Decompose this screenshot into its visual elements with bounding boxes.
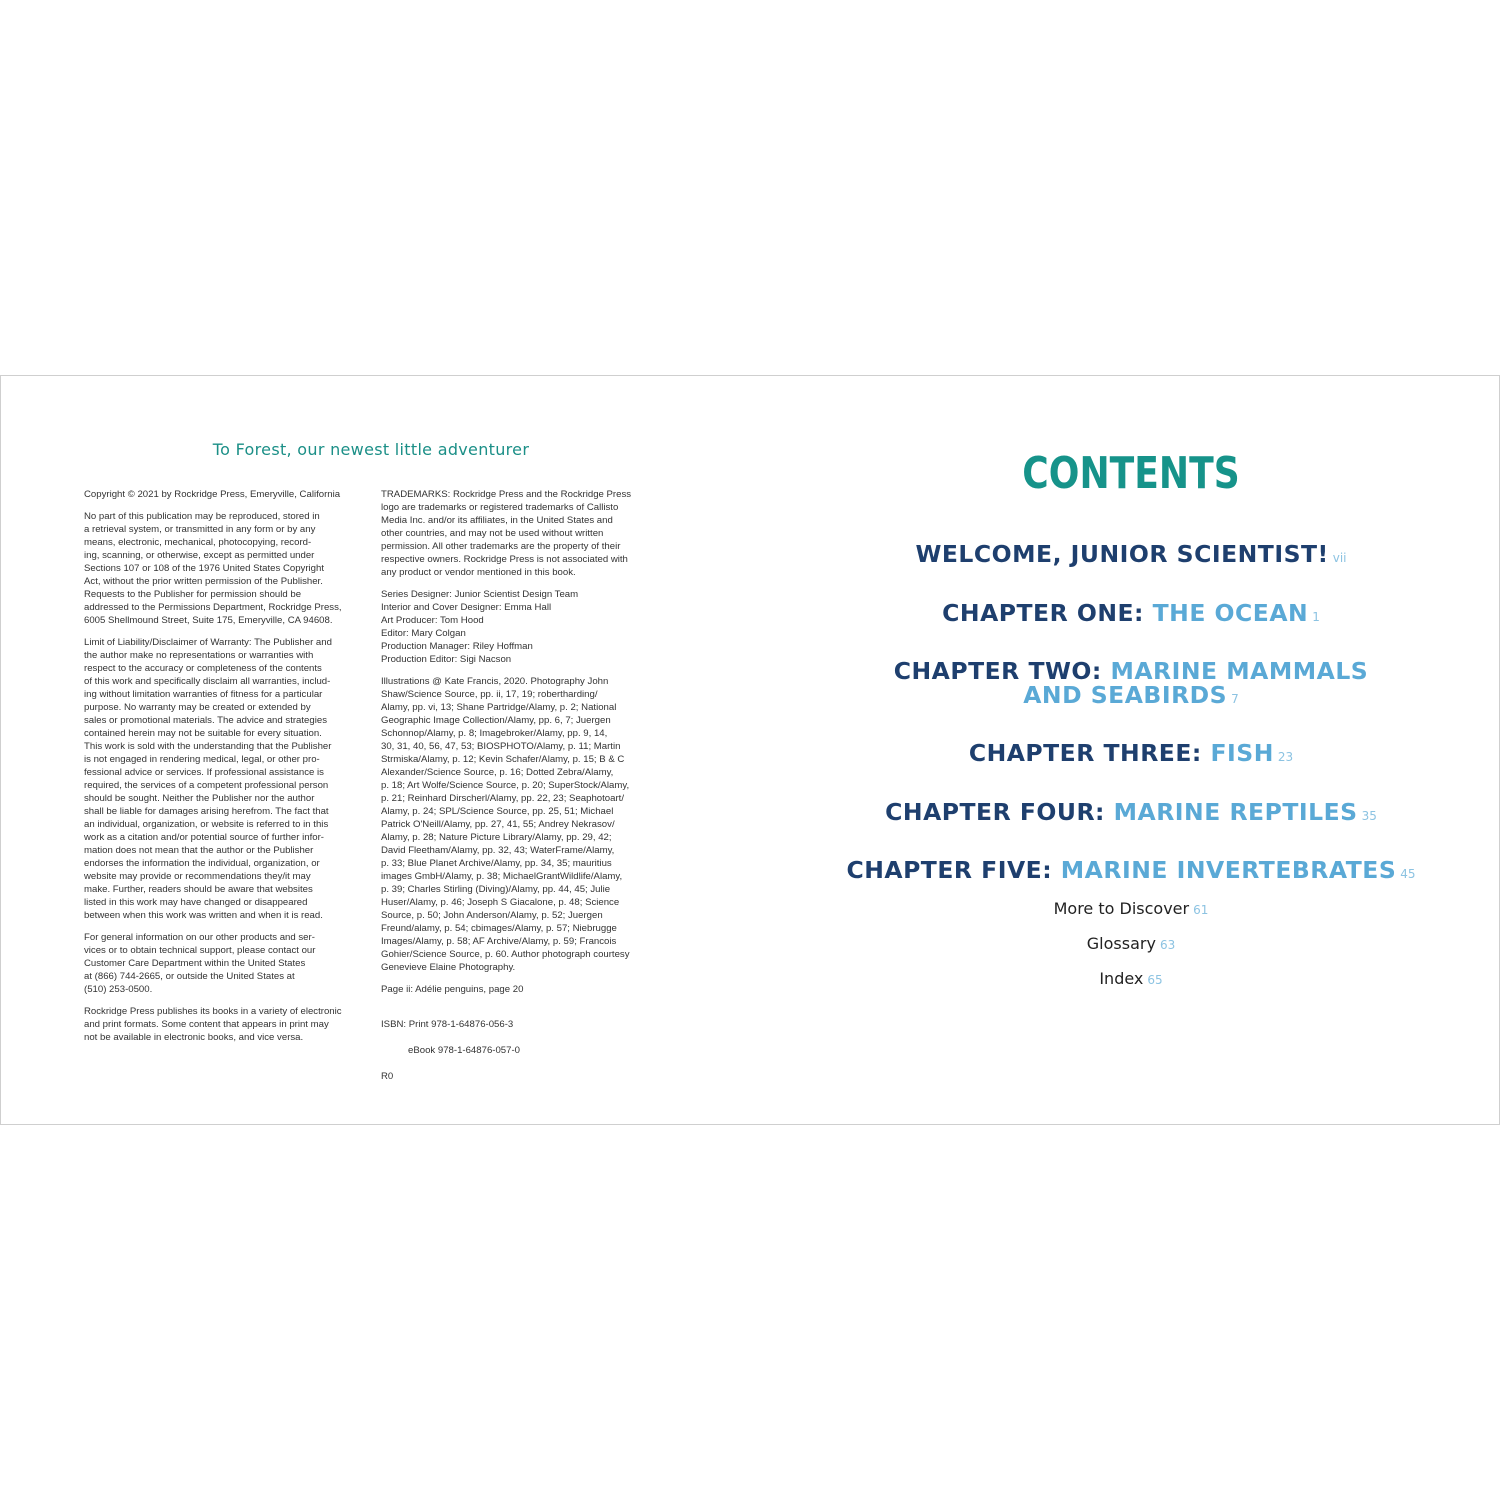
toc-entry-label: More to Discover (1053, 899, 1190, 918)
toc-entry-chapter-four (761, 800, 1500, 828)
toc-entry-chapter-five (761, 858, 1500, 886)
toc-page-number: 7 (1231, 692, 1239, 706)
toc-entry-label: CHAPTER THREE: (968, 739, 1202, 767)
toc-entry-title: THE OCEAN (1152, 599, 1309, 627)
book-spread (0, 375, 1500, 1125)
frontispiece-caption: Page ii: Adélie penguins, page 20 (381, 984, 524, 995)
toc-page-number: 35 (1361, 809, 1377, 823)
reproduction-notice: No part of this publication may be reproduced, stored in a retrieval system, or transmitted in any form or by any means, electronic, mechanical, photocopying, record- ing, scanning, or otherwise, except as permitted under Sections 107 or 108 of the 1976 United States Copyright Act, without the prior written permission of the Publisher. Requests to the Publisher for permission should be addressed to the Permissions Department, Rockridge Press, 6005 Shellmound Street, Suite 175, Emeryville, CA 94608. (84, 511, 342, 626)
toc-entry-chapter-three (761, 741, 1500, 769)
toc-entry-title-continued: AND SEABIRDS (1023, 681, 1228, 709)
toc-entry-title: MARINE REPTILES (1113, 798, 1358, 826)
contents-page (761, 376, 1500, 1124)
liability-disclaimer: Limit of Liability/Disclaimer of Warranty: The Publisher and the author make no representations or warranties with respect to the accuracy or completeness of the contents of this work and specifically disclaim all warranties, includ- ing without limitation warranties of fitness for a particular purpose. No warranty may be created or extended by sales or promotional materials. The advice and strategies contained herein may not be suitable for every situation. This work is sold with the understanding that the Publisher is not engaged in rendering medical, legal, or other pro- fessional advice or services. If professional assistance is required, the services of a competent professional person should be sought. Neither the Publisher nor the author shall be liable for damages arising herefrom. The fact that an individual, organization, or website is referred to in this work as a citation and/or potential source of further infor- mation does not mean that the author or the Publisher endorses the information the individual, organization, or website may provide or recommendations they/it may make. Further, readers should be aware that websites listed in this work may have changed or disappeared between when this work was written and when it is read. (84, 637, 332, 921)
trademarks-notice: TRADEMARKS: Rockridge Press and the Rockridge Press logo are trademarks or registered trademarks of Callisto Media Inc. and/or its affiliates, in the United States and other countries, and may not be used without written permission. All other trademarks are the property of their respective owners. Rockridge Press is not associated with any product or vendor mentioned in this book. (381, 489, 632, 578)
toc-page-number: 1 (1312, 610, 1320, 624)
dedication: To Forest, our newest little adventurer (212, 440, 530, 459)
toc-entry-label: Glossary (1086, 934, 1156, 953)
toc-entry-index (761, 969, 1500, 988)
toc-page-number: 65 (1147, 973, 1163, 987)
toc-entry-label: WELCOME, JUNIOR SCIENTIST! (915, 540, 1329, 568)
toc-page-number: 45 (1400, 867, 1416, 881)
copyright-line: Copyright © 2021 by Rockridge Press, Emeryville, California (84, 489, 341, 500)
toc-page-number: vii (1332, 551, 1347, 565)
contents-title: CONTENTS (1022, 448, 1240, 499)
toc-page-number: 61 (1193, 903, 1209, 917)
isbn-print: ISBN: Print 978-1-64876-056-3 (381, 1019, 514, 1030)
copyright-page (1, 376, 741, 1124)
toc-entry-label: CHAPTER ONE: (942, 599, 1144, 627)
formats-notice: Rockridge Press publishes its books in a variety of electronic and print formats. Some content that appears in print may not be available in electronic books, and vice versa. (84, 1006, 342, 1043)
toc-entry-title: FISH (1210, 739, 1274, 767)
copyright-column-left (84, 488, 366, 1053)
isbn-block (381, 1005, 661, 1096)
toc-page-number: 63 (1159, 938, 1176, 952)
toc-entry-welcome (761, 542, 1500, 570)
credits-list: Series Designer: Junior Scientist Design Team Interior and Cover Designer: Emma Hall Art Producer: Tom Hood Editor: Mary Colgan Production Manager: Riley Hoffman Production Editor: Sigi Nacson (381, 589, 579, 665)
toc-entry-label: Index (1099, 969, 1144, 988)
toc-entry-glossary (761, 934, 1500, 953)
toc-entry-label: CHAPTER TWO: (893, 657, 1102, 685)
toc-entry-label: CHAPTER FOUR: (885, 798, 1105, 826)
toc-entry-title: MARINE MAMMALS (1110, 657, 1369, 685)
toc-entry-chapter-one (761, 601, 1500, 629)
copyright-column-right (381, 488, 661, 1096)
photo-credits: Illustrations @ Kate Francis, 2020. Photography John Shaw/Science Source, pp. ii, 17, 19; robertharding/ Alamy, pp. vi, 13; Shane Partridge/Alamy, p. 2; National Geographic Image Collection/Alamy, pp. 6, 7; Juergen Schonnop/Alamy, p. 8; Imagebroker/Alamy, pp. 9, 14, 30, 31, 40, 56, 47, 53; BIOSPHOTO/Alamy, p. 11; Martin Strmiska/Alamy, p. 12; Kevin Schafer/Alamy, p. 15; B & C Alexander/Science Source, p. 16; Dotted Zebra/Alamy, p. 18; Art Wolfe/Science Source, p. 20; SuperStock/Alamy, p. 21; Reinhard Dirscherl/Alamy, pp. 22, 23; Seaphotoart/ Alamy, p. 24; SPL/Science Source, pp. 25, 51; Michael Patrick O'Neill/Alamy, pp. 27, 41, 55; Andrey Nekrasov/ Alamy, p. 28; Nature Picture Library/Alamy, pp. 29, 42; David Fleetham/Alamy, pp. 32, 43; WaterFrame/Alamy, p. 33; Blue Planet Archive/Alamy, pp. 34, 35; mauritius images GmbH/Alamy, p. 38; MichaelGrantWildlife/Alamy, p. 39; Charles Stirling (Diving)/Alamy, pp. 44, 45; Julie Huser/Alamy, p. 46; Joseph S Giacalone, p. 48; Science Source, p. 50; John Anderson/Alamy, p. 52; Juergen Freund/alamy, p. 54; cbimages/Alamy, p. 57; Niebrugge Images/Alamy, p. 58; AF Archive/Alamy, p. 59; Francois Gohier/Science Source, p. 60. Author photograph courtesy Genevieve Elaine Photography. (381, 676, 630, 973)
isbn-ebook: eBook 978-1-64876-057-0 (408, 1045, 521, 1056)
printing-code: R0 (381, 1071, 394, 1082)
customer-care-info: For general information on our other products and ser- vices or to obtain technical support, please contact our Customer Care Department within the United States at (866) 744-2665, or outside the United States at (510) 253-0500. (84, 932, 316, 995)
toc-entry-more-to-discover (761, 899, 1500, 918)
toc-entry-title: MARINE INVERTEBRATES (1060, 856, 1397, 884)
toc-entry-label: CHAPTER FIVE: (846, 856, 1053, 884)
toc-page-number: 23 (1277, 750, 1294, 764)
toc-entry-chapter-two (761, 659, 1500, 711)
